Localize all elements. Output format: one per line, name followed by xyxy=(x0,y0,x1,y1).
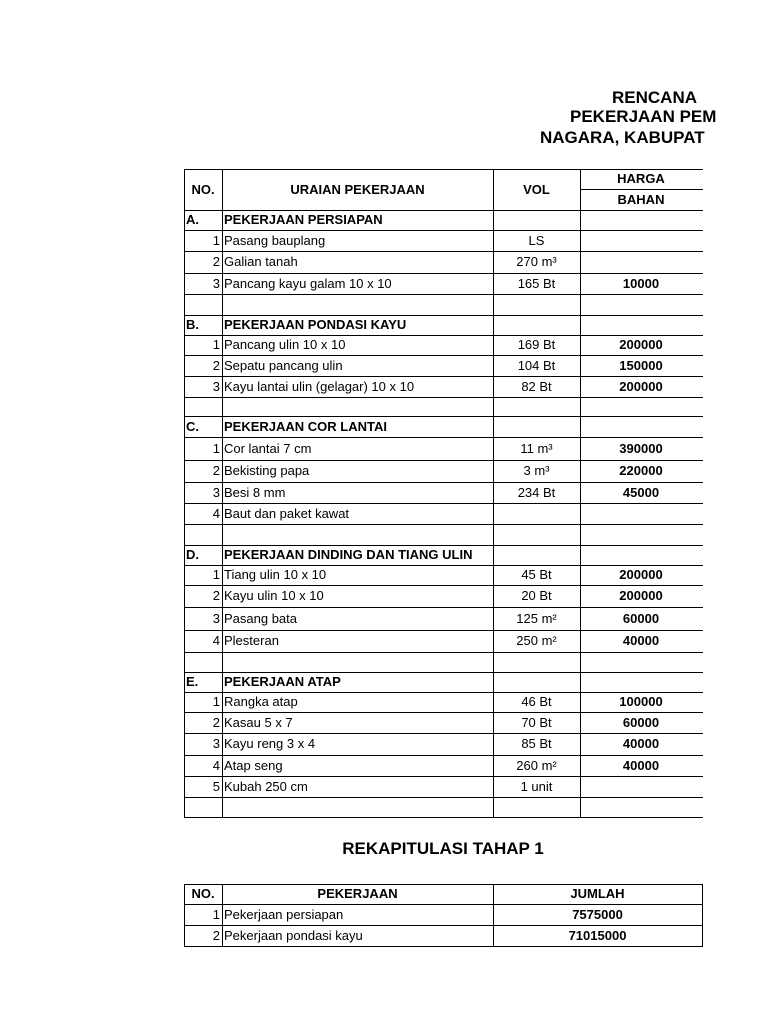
section-no: A. xyxy=(186,212,199,227)
section-title: PEKERJAAN PERSIAPAN xyxy=(224,212,383,227)
rekap-row-pekerjaan: Pekerjaan persiapan xyxy=(224,907,344,922)
row-uraian: Atap seng xyxy=(224,758,283,773)
row-bahan: 45000 xyxy=(622,485,660,500)
row-vol: 165 Bt xyxy=(517,276,556,291)
rekap-header-jumlah: JUMLAH xyxy=(570,886,625,901)
header-bahan: BAHAN xyxy=(617,192,665,207)
section-no: C. xyxy=(186,419,199,434)
row-uraian: Kasau 5 x 7 xyxy=(224,715,293,730)
row-no: 3 xyxy=(212,485,220,500)
row-vol: 82 Bt xyxy=(521,379,552,394)
section-title: PEKERJAAN PONDASI KAYU xyxy=(224,317,407,332)
row-uraian: Baut dan paket kawat xyxy=(224,506,350,521)
row-uraian: Plesteran xyxy=(224,633,279,648)
row-bahan: 150000 xyxy=(619,358,663,373)
grid-line xyxy=(493,884,494,947)
row-uraian: Cor lantai 7 cm xyxy=(224,441,312,456)
row-bahan: 100000 xyxy=(619,694,663,709)
doc-title-line2: PEKERJAAN PEM xyxy=(570,107,717,126)
row-bahan: 200000 xyxy=(619,379,663,394)
row-no: 1 xyxy=(212,233,220,248)
row-bahan: 220000 xyxy=(619,463,663,478)
rekap-row-no: 1 xyxy=(212,907,220,922)
row-no: 2 xyxy=(212,254,220,269)
section-title: PEKERJAAN COR LANTAI xyxy=(224,419,387,434)
row-uraian: Rangka atap xyxy=(224,694,298,709)
row-no: 2 xyxy=(212,358,220,373)
row-uraian: Bekisting papa xyxy=(224,463,310,478)
grid-line xyxy=(184,946,703,947)
grid-line xyxy=(222,884,223,947)
row-vol: 270 m³ xyxy=(516,254,557,269)
row-no: 4 xyxy=(212,506,220,521)
row-vol: 250 m² xyxy=(516,633,557,648)
row-uraian: Pancang ulin 10 x 10 xyxy=(224,337,346,352)
row-vol: 104 Bt xyxy=(517,358,556,373)
row-no: 5 xyxy=(212,779,220,794)
row-vol: 11 m³ xyxy=(520,441,553,456)
rekap-row-jumlah: 7575000 xyxy=(572,907,623,922)
row-uraian: Kayu reng 3 x 4 xyxy=(224,736,316,751)
row-bahan: 200000 xyxy=(619,588,663,603)
row-no: 3 xyxy=(212,736,220,751)
row-uraian: Kayu lantai ulin (gelagar) 10 x 10 xyxy=(224,379,415,394)
row-bahan: 200000 xyxy=(619,337,663,352)
section-no: B. xyxy=(186,317,199,332)
row-vol: 45 Bt xyxy=(521,567,552,582)
row-vol: 70 Bt xyxy=(521,715,552,730)
row-bahan: 40000 xyxy=(622,633,660,648)
row-uraian: Besi 8 mm xyxy=(224,485,286,500)
row-no: 3 xyxy=(212,276,220,291)
row-bahan: 390000 xyxy=(619,441,663,456)
section-no: E. xyxy=(186,674,199,689)
row-no: 3 xyxy=(212,611,220,626)
row-no: 2 xyxy=(212,463,220,478)
row-uraian: Galian tanah xyxy=(224,254,298,269)
row-uraian: Kayu ulin 10 x 10 xyxy=(224,588,324,603)
row-vol: LS xyxy=(528,233,545,248)
grid-line xyxy=(184,884,185,947)
row-vol: 169 Bt xyxy=(517,337,556,352)
row-uraian: Kubah 250 cm xyxy=(224,779,308,794)
rekap-row-jumlah: 71015000 xyxy=(568,928,627,943)
row-vol: 46 Bt xyxy=(521,694,552,709)
section-title: PEKERJAAN DINDING DAN TIANG ULIN xyxy=(224,547,473,562)
row-no: 1 xyxy=(212,567,220,582)
row-vol: 125 m² xyxy=(516,611,557,626)
row-no: 4 xyxy=(212,758,220,773)
section-title: PEKERJAAN ATAP xyxy=(224,674,341,689)
rekap-header-no: NO. xyxy=(191,886,215,901)
row-no: 3 xyxy=(212,379,220,394)
doc-title-line3: NAGARA, KABUPAT xyxy=(540,128,705,147)
row-bahan: 10000 xyxy=(622,276,660,291)
row-no: 2 xyxy=(212,588,220,603)
rekap-row-pekerjaan: Pekerjaan pondasi kayu xyxy=(224,928,363,943)
grid-line xyxy=(702,884,703,947)
row-bahan: 200000 xyxy=(619,567,663,582)
rekap-header-pekerjaan: PEKERJAAN xyxy=(317,886,398,901)
row-bahan: 60000 xyxy=(622,715,660,730)
row-no: 1 xyxy=(212,337,220,352)
row-bahan: 60000 xyxy=(622,611,660,626)
row-uraian: Pasang bata xyxy=(224,611,298,626)
section-no: D. xyxy=(186,547,199,562)
row-bahan: 40000 xyxy=(622,736,660,751)
row-uraian: Pancang kayu galam 10 x 10 xyxy=(224,276,392,291)
row-vol: 234 Bt xyxy=(517,485,556,500)
doc-title-line1: RENCANA xyxy=(612,88,697,107)
header-harga: HARGA xyxy=(617,171,665,186)
row-vol: 260 m² xyxy=(516,758,557,773)
rekap-row-no: 2 xyxy=(212,928,220,943)
header-no: NO. xyxy=(191,182,215,197)
rekap-title: REKAPITULASI TAHAP 1 xyxy=(342,839,544,858)
row-vol: 3 m³ xyxy=(523,463,550,478)
row-vol: 20 Bt xyxy=(521,588,552,603)
row-bahan: 40000 xyxy=(622,758,660,773)
row-uraian: Sepatu pancang ulin xyxy=(224,358,343,373)
header-vol: VOL xyxy=(523,182,550,197)
row-no: 2 xyxy=(212,715,220,730)
row-vol: 1 unit xyxy=(520,779,553,794)
row-uraian: Tiang ulin 10 x 10 xyxy=(224,567,327,582)
header-uraian: URAIAN PEKERJAAN xyxy=(290,182,425,197)
row-no: 1 xyxy=(212,441,220,456)
row-uraian: Pasang bauplang xyxy=(224,233,326,248)
row-no: 1 xyxy=(212,694,220,709)
row-vol: 85 Bt xyxy=(521,736,552,751)
row-no: 4 xyxy=(212,633,220,648)
